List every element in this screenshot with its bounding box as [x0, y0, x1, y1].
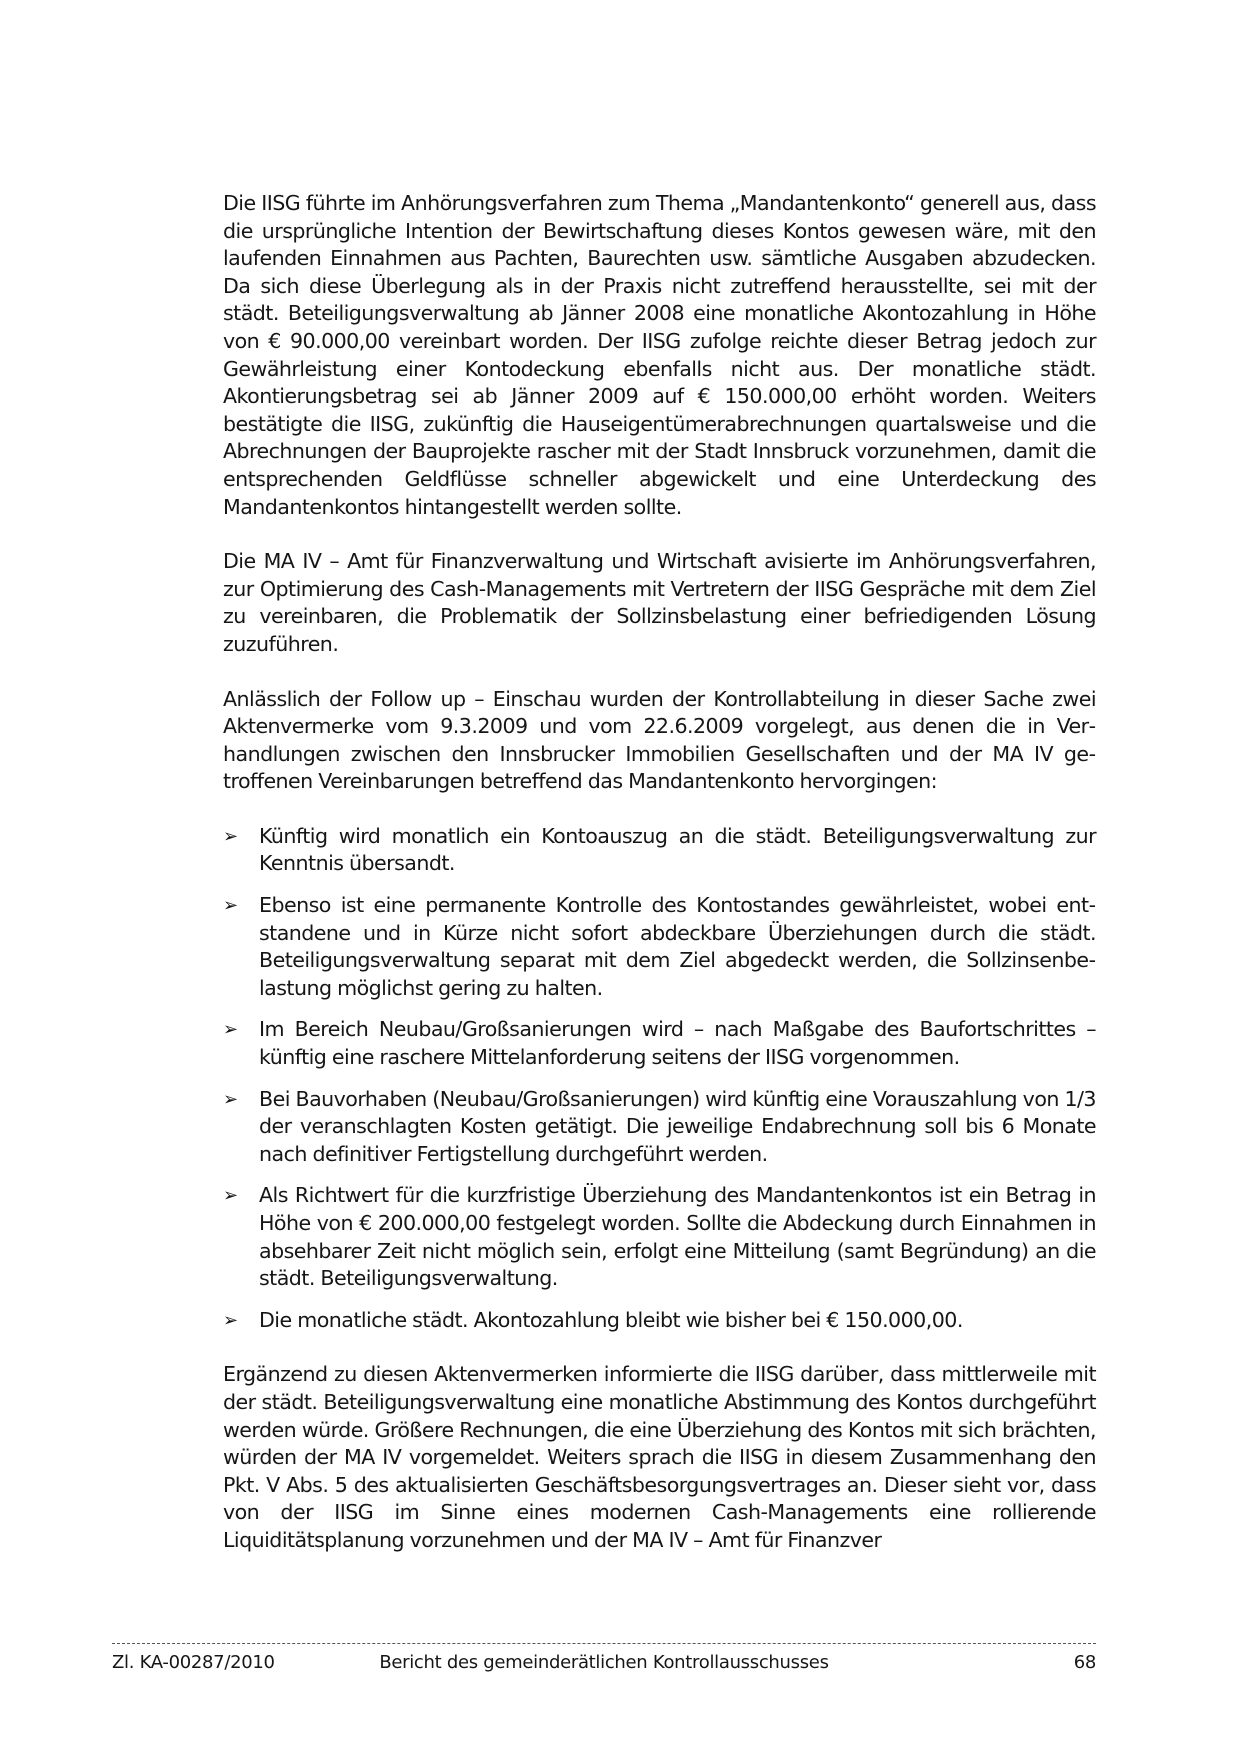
arrow-bullet-icon: ➢: [223, 1088, 238, 1110]
page-footer: [112, 1643, 1096, 1678]
list-item-text: Im Bereich Neubau/Großsanierungen wird – nach Maßgabe des Baufortschrittes – künftig eine raschere Mittelanforderung seitens der IISG vorgenommen.: [259, 1017, 1096, 1070]
arrow-bullet-icon: ➢: [223, 825, 238, 847]
agreement-list: [223, 823, 1096, 1335]
arrow-bullet-icon: ➢: [223, 895, 238, 917]
arrow-bullet-icon: ➢: [223, 1019, 238, 1041]
list-item-text: Als Richtwert für die kurzfristige Überziehung des Mandantenkontos ist ein Betrag in Höhe von € 200.000,00 festgelegt worden. Sollte die Abdeckung durch Einnahmen in absehbarer Zeit nicht möglich sein, erfolgt eine Mitteilung (samt Begründung) an die städt. Beteiligungsverwaltung.: [259, 1183, 1096, 1291]
list-item: [223, 823, 1096, 878]
footer-report-title: Bericht des gemeinderätlichen Kontrollausschusses: [379, 1652, 829, 1673]
paragraph-ma-iv-response: Die MA IV – Amt für Finanzverwaltung und Wirtschaft avisierte im Anhörungsverfahren, zur Optimierung des Cash-Managements mit Vertretern der IISG Gespräche mit dem Ziel zu vereinbaren, die Problematik der Sollzinsbelastung einer befriedigenden Lösung zuzuführen.: [223, 549, 1096, 656]
list-item-text: Ebenso ist eine permanente Kontrolle des Kontostandes gewährleistet, wobei entstandene und in Kürze nicht sofort abdeckbare Überziehungen durch die städt. Beteiligungsverwaltung separat mit dem Ziel abgedeckt werden, die Sollzinsenbelastung möglichst gering zu halten.: [259, 893, 1096, 1000]
list-item: [223, 1307, 1096, 1335]
arrow-bullet-icon: ➢: [223, 1185, 238, 1207]
footer-file-number: Zl. KA-00287/2010: [112, 1652, 275, 1673]
list-item-text: Bei Bauvorhaben (Neubau/Großsanierungen) wird künftig eine Vorauszahlung von 1/3 der veranschlagten Kosten getätigt. Die jeweilige Endabrechnung soll bis 6 Monate nach definitiver Fertigstellung durchgeführt werden.: [259, 1086, 1096, 1166]
document-body: [223, 190, 1096, 1582]
paragraph-mandantenkonto-intro: Die IISG führte im Anhörungsverfahren zum Thema „Mandantenkonto“ generell aus, dass die ursprüngliche Intention der Bewirtschaftung dieses Kontos gewesen wäre, mit den laufenden Einnahmen aus Pachten, Baurechten usw. sämtliche Ausgaben abzudecken. Da sich diese Überlegung als in der Praxis nicht zutreffend herausstellte, sei mit der städt. Beteiligungsverwaltung ab Jänner 2008 eine monatliche Akontozahlung in Höhe von € 90.000,00 vereinbart worden. Der IISG zufolge reichte dieser Betrag jedoch zur Gewährleistung einer Kontodeckung ebenfalls nicht aus. Der monatliche städt. Akontierungsbetrag sei ab Jänner 2009 auf € 150.000,00 erhöht worden. Weiters bestätigte die IISG, zukünftig die Hauseigentümerabrechnungen quartalsweise und die Abrechnungen der Bauprojekte rascher mit der Stadt Innsbruck vorzunehmen, damit die entsprechenden Geldflüsse schneller abgewickelt und eine Unterdeckung des Mandantenkontos hintangestellt werden sollte.: [223, 191, 1096, 519]
list-item-text: Künftig wird monatlich ein Kontoauszug an die städt. Beteiligungsverwaltung zur Kenntnis übersandt.: [259, 823, 1096, 876]
footer-page-number: 68: [1073, 1652, 1096, 1673]
list-item-text: Die monatliche städt. Akontozahlung bleibt wie bisher bei € 150.000,00.: [259, 1307, 963, 1332]
list-item: [223, 892, 1096, 1002]
arrow-bullet-icon: ➢: [223, 1309, 238, 1331]
list-item: [223, 1086, 1096, 1169]
paragraph-closing: Ergänzend zu diesen Aktenvermerken informierte die IISG darüber, dass mittlerweile mit der städt. Beteiligungsverwaltung eine monatliche Abstimmung des Kontos durchgeführt werden würde. Größere Rechnungen, die eine Überziehung des Kontos mit sich brächten, würden der MA IV vorgemeldet. Weiters sprach die IISG in diesem Zusammenhang den Pkt. V Abs. 5 des aktualisierten Geschäftsbesorgungsvertrages an. Dieser sieht vor, dass von der IISG im Sinne eines modernen Cash-Managements eine rollierende Liquiditätsplanung vorzunehmen und der MA IV – Amt für Finanzver: [223, 1362, 1096, 1552]
list-item: [223, 1182, 1096, 1292]
list-item: [223, 1016, 1096, 1071]
paragraph-follow-up: Anlässlich der Follow up – Einschau wurden der Kontrollabteilung in dieser Sache zwei Aktenvermerke vom 9.3.2009 und vom 22.6.2009 vorgelegt, aus denen die in Verhandlungen zwischen den Innsbrucker Immobilien Gesellschaften und der MA IV getroffenen Vereinbarungen betreffend das Mandantenkonto hervorgingen:: [223, 686, 1096, 794]
